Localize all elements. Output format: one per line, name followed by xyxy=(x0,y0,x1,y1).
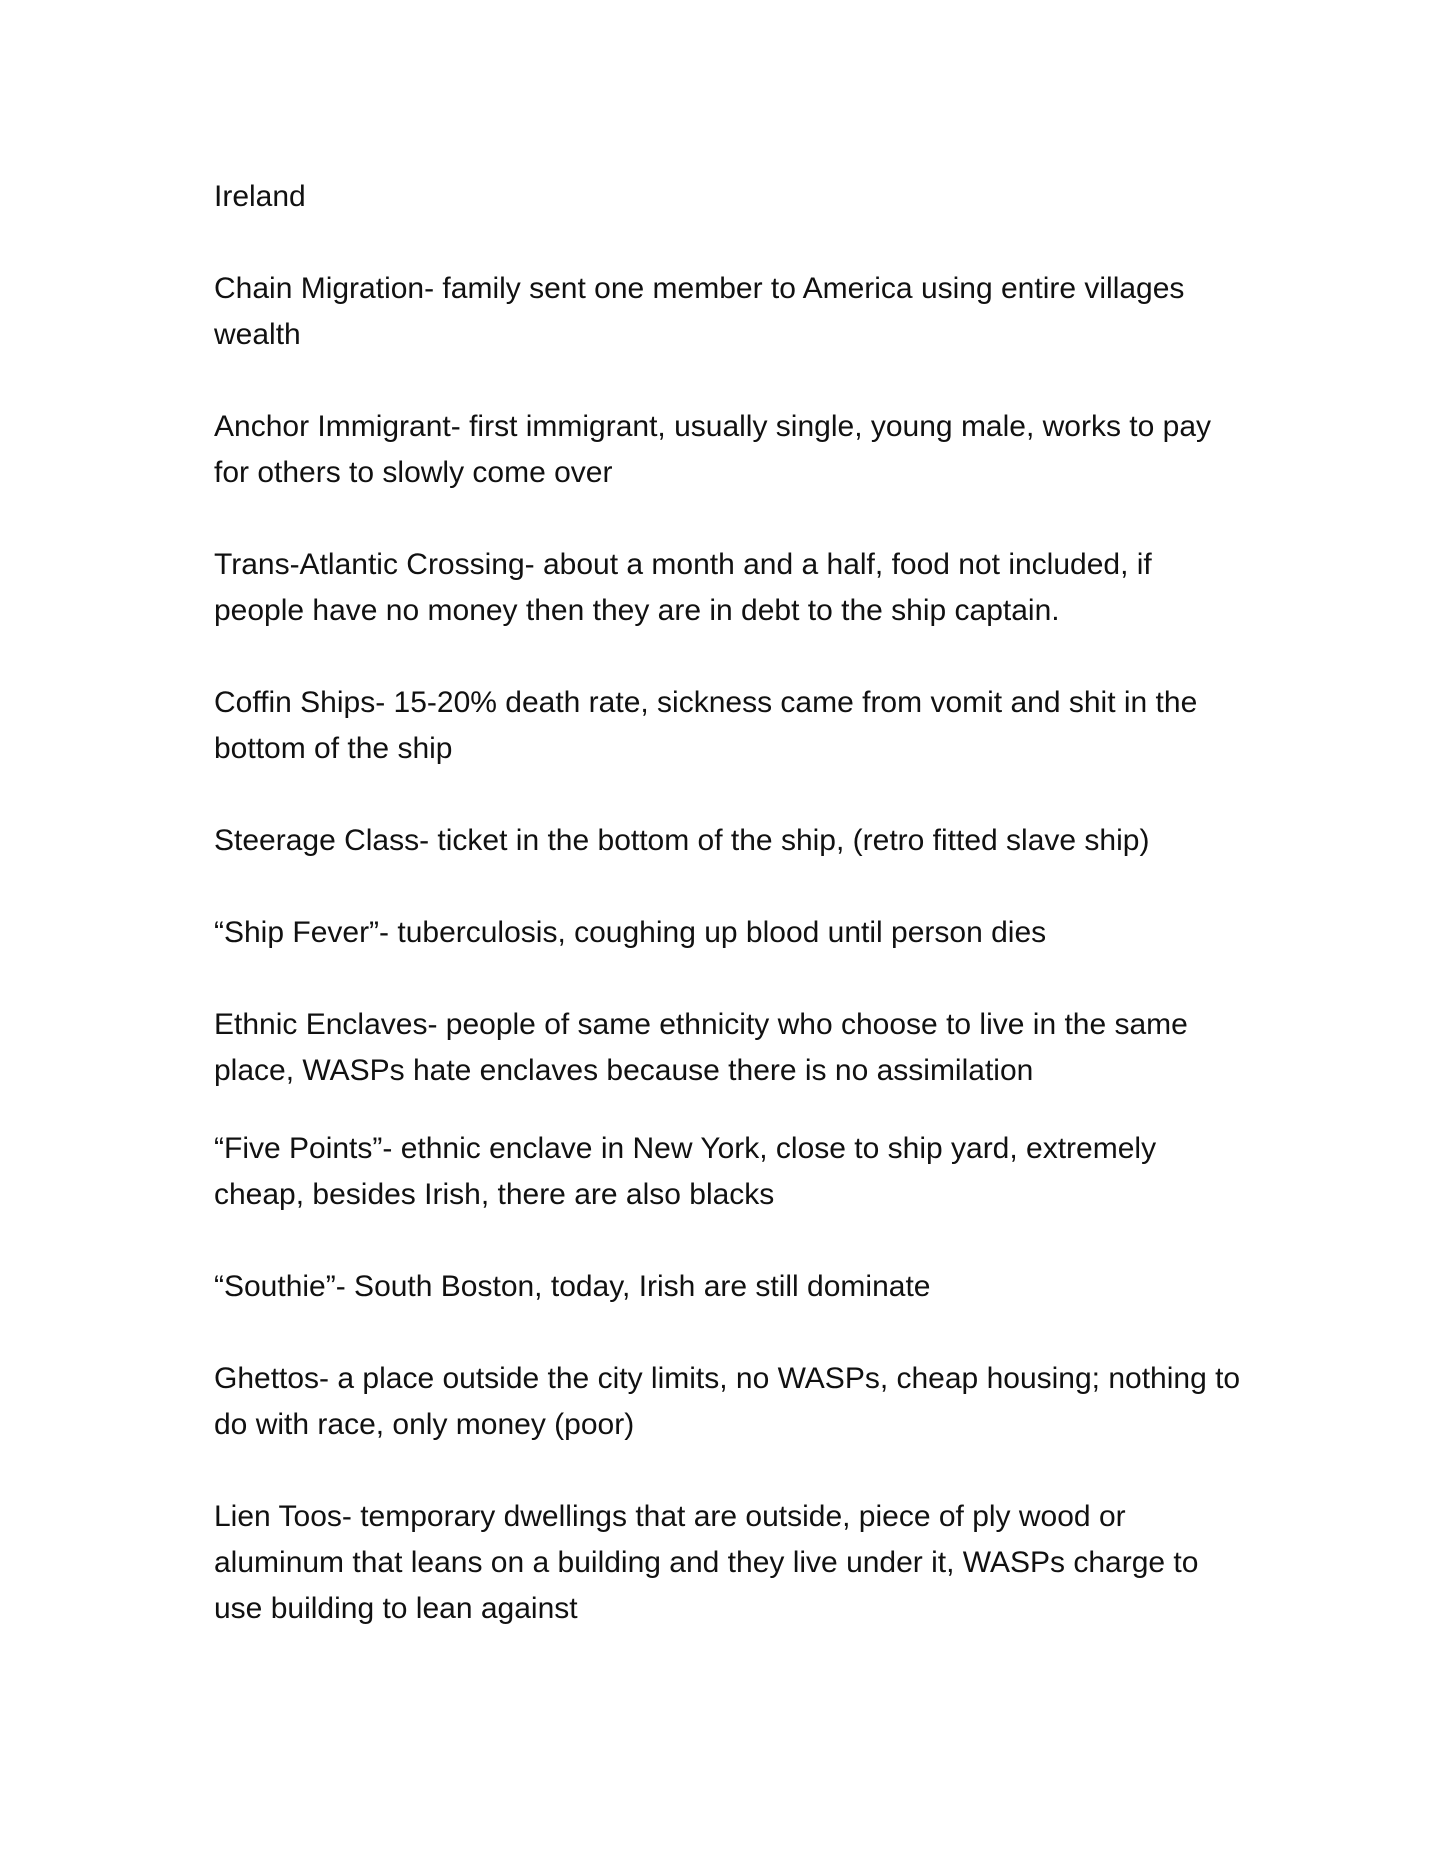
entry-ethnic-enclaves: Ethnic Enclaves- people of same ethnicity who choose to live in the same place, WASPs hate enclaves because there is no assimilation xyxy=(214,1008,1188,1087)
entry-ghettos: Ghettos- a place outside the city limits, no WASPs, cheap housing; nothing to do with race, only money (poor) xyxy=(214,1362,1241,1441)
entry-chain-migration: Chain Migration- family sent one member to America using entire villages wealth xyxy=(214,272,1185,351)
entry-lien-toos: Lien Toos- temporary dwellings that are outside, piece of ply wood or aluminum that leans on a building and they live under it, WASPs charge to use building to lean against xyxy=(214,1500,1199,1625)
entry-steerage-class: Steerage Class- ticket in the bottom of the ship, (retro fitted slave ship) xyxy=(214,824,1150,857)
entry-ship-fever: “Ship Fever”- tuberculosis, coughing up blood until person dies xyxy=(214,916,1047,949)
entry-anchor-immigrant: Anchor Immigrant- first immigrant, usually single, young male, works to pay for others to slowly come over xyxy=(214,410,1212,489)
entry-coffin-ships: Coffin Ships- 15-20% death rate, sickness came from vomit and shit in the bottom of the ship xyxy=(214,686,1198,765)
document-body xyxy=(214,174,1244,1678)
entry-five-points: “Five Points”- ethnic enclave in New York, close to ship yard, extremely cheap, besides Irish, there are also blacks xyxy=(214,1132,1157,1211)
entry-trans-atlantic-crossing: Trans-Atlantic Crossing- about a month and a half, food not included, if people have no money then they are in debt to the ship captain. xyxy=(214,548,1152,627)
entry-southie: “Southie”- South Boston, today, Irish are still dominate xyxy=(214,1270,931,1303)
document-title: Ireland xyxy=(214,180,306,213)
